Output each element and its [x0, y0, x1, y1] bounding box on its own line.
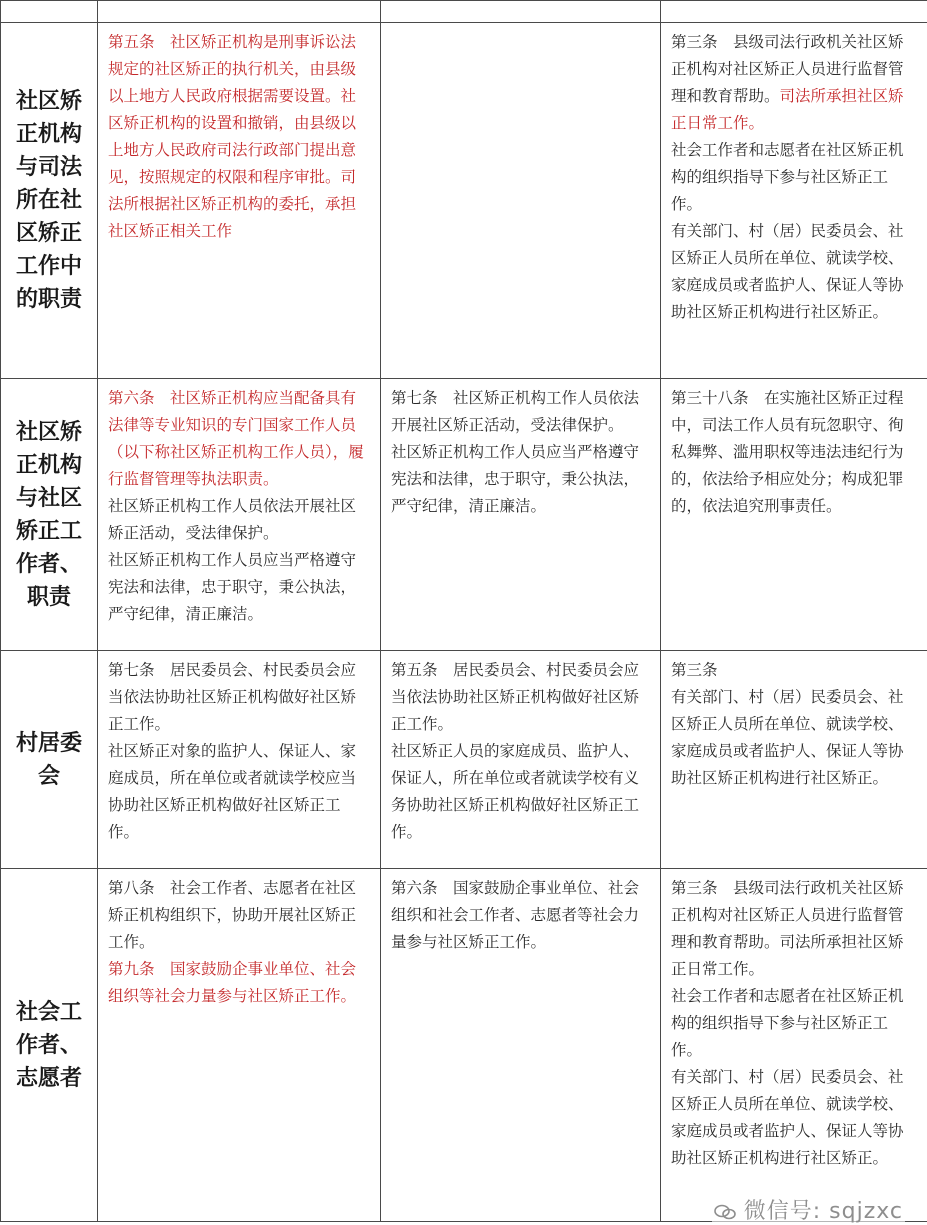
- row-header: 社区矫正机构与社区矫正工作者、职责: [13, 416, 85, 614]
- article-paragraph: 社区矫正机构工作人员应当严格遵守宪法和法律，忠于职守，秉公执法，严守纪律，清正廉洁。: [108, 547, 371, 628]
- row-header: 社区矫正机构与司法所在社区矫正工作中的职责: [13, 85, 85, 316]
- article-paragraph: 第三条 县级司法行政机关社区矫正机构对社区矫正人员进行监督管理和教育帮助。司法所承担社区矫正日常工作。: [671, 875, 918, 983]
- table-cell: [661, 651, 927, 869]
- table-cell: [98, 651, 381, 869]
- article-paragraph: 社会工作者和志愿者在社区矫正机构的组织指导下参与社区矫正工作。: [671, 983, 918, 1064]
- row-header-cell: [1, 869, 98, 1222]
- article-text-highlight: 司法所承担社区矫正日常工作。: [671, 87, 904, 132]
- article-paragraph: 有关部门、村（居）民委员会、社区矫正人员所在单位、就读学校、家庭成员或者监护人、保证人等协助社区矫正机构进行社区矫正。: [671, 684, 918, 792]
- article-paragraph: 社区矫正机构工作人员依法开展社区矫正活动，受法律保护。: [108, 493, 371, 547]
- article-paragraph: 第六条 国家鼓励企事业单位、社会组织和社会工作者、志愿者等社会力量参与社区矫正工作。: [391, 875, 651, 956]
- row-header-cell: [1, 651, 98, 869]
- wechat-icon: [714, 1204, 736, 1220]
- table-row: [1, 379, 927, 651]
- table-row: [1, 869, 927, 1222]
- article-paragraph: 社会工作者和志愿者在社区矫正机构的组织指导下参与社区矫正工作。: [671, 137, 918, 218]
- article-paragraph: 社区矫正机构工作人员应当严格遵守宪法和法律，忠于职守，秉公执法，严守纪律，清正廉洁。: [391, 439, 651, 520]
- row-header-cell: [1, 1, 98, 23]
- article-paragraph: 第八条 社会工作者、志愿者在社区矫正机构组织下，协助开展社区矫正工作。: [108, 875, 371, 956]
- article-paragraph: 第七条 居民委员会、村民委员会应当依法协助社区矫正机构做好社区矫正工作。: [108, 657, 371, 738]
- table-cell: [661, 23, 927, 379]
- table-cell: [381, 1, 661, 23]
- article-paragraph: 社区矫正人员的家庭成员、监护人、保证人，所在单位或者就读学校有义务协助社区矫正机构做好社区矫正工作。: [391, 738, 651, 846]
- article-paragraph: 第五条 社区矫正机构是刑事诉讼法规定的社区矫正的执行机关，由县级以上地方人民政府根据需要设置。社区矫正机构的设置和撤销，由县级以上地方人民政府司法行政部门提出意见，按照规定的权限和程序审批。司法所根据社区矫正机构的委托，承担社区矫正相关工作: [108, 29, 371, 245]
- watermark: [712, 1194, 905, 1225]
- table-cell: [381, 23, 661, 379]
- article-paragraph: 第六条 社区矫正机构应当配备具有法律等专业知识的专门国家工作人员（以下称社区矫正机构工作人员），履行监督管理等执法职责。: [108, 385, 371, 493]
- table-cell: [98, 1, 381, 23]
- table-cell: [98, 379, 381, 651]
- article-paragraph: 社区矫正对象的监护人、保证人、家庭成员，所在单位或者就读学校应当协助社区矫正机构做好社区矫正工作。: [108, 738, 371, 846]
- row-header-cell: [1, 23, 98, 379]
- table-cell: [98, 23, 381, 379]
- article-paragraph: 第三条: [671, 657, 918, 684]
- table-cell: [661, 1, 927, 23]
- article-paragraph: 第九条 国家鼓励企事业单位、社会组织等社会力量参与社区矫正工作。: [108, 956, 371, 1010]
- row-header: 社会工作者、志愿者: [13, 996, 85, 1095]
- table-row: [1, 1, 927, 23]
- watermark-text: 微信号: sqjzxc: [744, 1199, 903, 1224]
- article-paragraph: 第五条 居民委员会、村民委员会应当依法协助社区矫正机构做好社区矫正工作。: [391, 657, 651, 738]
- table-cell: [381, 869, 661, 1222]
- table-cell: [98, 869, 381, 1222]
- article-text: 第三条 县级司法行政机关社区矫正机构对社区矫正人员进行监督管理和教育帮助。: [671, 33, 904, 105]
- table-row: [1, 651, 927, 869]
- article-paragraph: 有关部门、村（居）民委员会、社区矫正人员所在单位、就读学校、家庭成员或者监护人、保证人等协助社区矫正机构进行社区矫正。: [671, 1064, 918, 1172]
- article-paragraph: 第三十八条 在实施社区矫正过程中，司法工作人员有玩忽职守、徇私舞弊、滥用职权等违法违纪行为的，依法给予相应处分；构成犯罪的，依法追究刑事责任。: [671, 385, 918, 520]
- table-cell: [661, 379, 927, 651]
- article-paragraph: 第七条 社区矫正机构工作人员依法开展社区矫正活动，受法律保护。: [391, 385, 651, 439]
- table-cell: [661, 869, 927, 1222]
- table-cell: [381, 379, 661, 651]
- article-paragraph: [671, 29, 918, 137]
- article-paragraph: 有关部门、村（居）民委员会、社区矫正人员所在单位、就读学校、家庭成员或者监护人、保证人等协助社区矫正机构进行社区矫正。: [671, 218, 918, 326]
- row-header-cell: [1, 379, 98, 651]
- row-header: 村居委会: [13, 727, 85, 793]
- table-row: [1, 23, 927, 379]
- table-cell: [381, 651, 661, 869]
